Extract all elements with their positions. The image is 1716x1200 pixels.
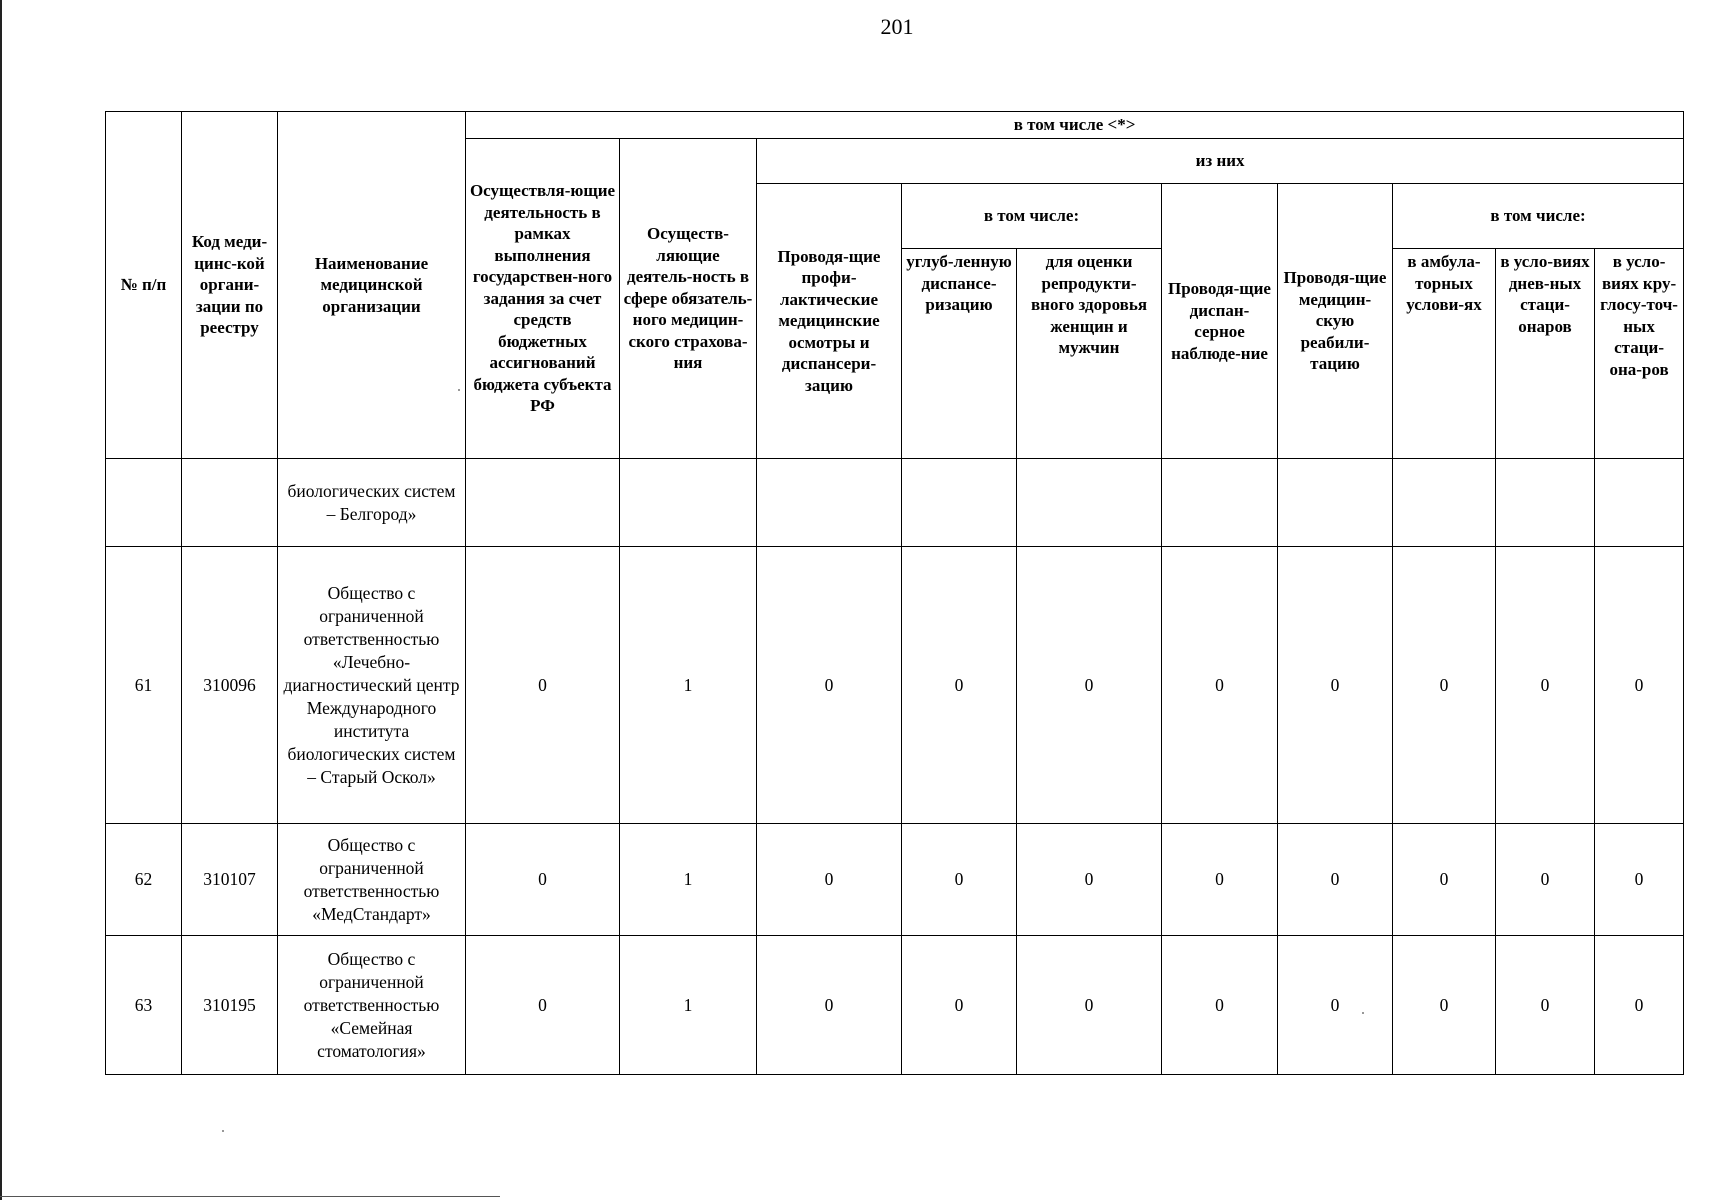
header-reproductive: для оценки репродукти-вного здоровья женщин и мужчин: [1017, 249, 1162, 459]
cell-empty: [1595, 459, 1684, 547]
cell-empty: [1278, 459, 1393, 547]
cell-empty: [1017, 459, 1162, 547]
cell-budget: 0: [466, 547, 620, 824]
cell-code: 310107: [182, 824, 278, 936]
cell-empty: [1496, 459, 1595, 547]
cell-deep-dispensary: 0: [902, 547, 1017, 824]
cell-budget: 0: [466, 824, 620, 936]
cell-oms: 1: [620, 824, 757, 936]
cell-reproductive: 0: [1017, 547, 1162, 824]
cell-ambulatory: 0: [1393, 824, 1496, 936]
page-bottom-edge: [0, 1196, 500, 1197]
header-of-them: из них: [757, 139, 1684, 184]
scan-speck: [458, 389, 460, 391]
cell-deep-dispensary: 0: [902, 936, 1017, 1075]
header-prophylactic: Проводя-щие профи-лактические медицинские осмотры и диспансери-зацию: [757, 184, 902, 459]
cell-prophylactic: 0: [757, 547, 902, 824]
cell-rehab: 0: [1278, 547, 1393, 824]
cell-round-clock: 0: [1595, 824, 1684, 936]
header-ambulatory: в амбула-торных услови-ях: [1393, 249, 1496, 459]
cell-num: 61: [106, 547, 182, 824]
header-day-hospital: в усло-виях днев-ных стаци-онаров: [1496, 249, 1595, 459]
cell-empty: [1393, 459, 1496, 547]
header-oms: Осуществ-ляющие деятель-ность в сфере обязатель-ного медицин-ского страхова-ния: [620, 139, 757, 459]
cell-org-name: биологических систем – Белгород»: [278, 459, 466, 547]
cell-ambulatory: 0: [1393, 547, 1496, 824]
organizations-table: [105, 111, 1684, 1075]
cell-prophylactic: 0: [757, 824, 902, 936]
cell-code: 310195: [182, 936, 278, 1075]
scan-speck: [222, 1130, 224, 1132]
header-rehab: Проводя-щие медицин-скую реабили-тацию: [1278, 184, 1393, 459]
cell-day-hospital: 0: [1496, 547, 1595, 824]
cell-round-clock: 0: [1595, 936, 1684, 1075]
cell-dispensary: 0: [1162, 936, 1278, 1075]
header-dispensary: Проводя-щие диспан-серное наблюде-ние: [1162, 184, 1278, 459]
cell-reproductive: 0: [1017, 936, 1162, 1075]
header-org-name: Наименование медицинской организации: [278, 112, 466, 459]
cell-empty: [902, 459, 1017, 547]
cell-empty: [466, 459, 620, 547]
table-row-continuation: [106, 459, 1684, 547]
cell-org-name: Общество с ограниченной ответственностью «Лечебно-диагностический центр Международного института биологических систем – Старый Оскол»: [278, 547, 466, 824]
cell-empty: [757, 459, 902, 547]
header-row-1: [106, 112, 1684, 139]
header-including-1: в том числе:: [902, 184, 1162, 249]
cell-rehab: 0: [1278, 824, 1393, 936]
header-round-clock: в усло-виях кру-глосу-точ-ных стаци-она-ров: [1595, 249, 1684, 459]
scan-speck: [1362, 1012, 1364, 1014]
cell-day-hospital: 0: [1496, 936, 1595, 1075]
header-including-2: в том числе:: [1393, 184, 1684, 249]
cell-num: 63: [106, 936, 182, 1075]
cell-oms: 1: [620, 936, 757, 1075]
page-number: 201: [880, 14, 914, 39]
cell-dispensary: 0: [1162, 547, 1278, 824]
cell-empty: [620, 459, 757, 547]
cell-num: 62: [106, 824, 182, 936]
header-deep-dispensary: углуб-ленную диспансе-ризацию: [902, 249, 1017, 459]
cell-budget: 0: [466, 936, 620, 1075]
cell-reproductive: 0: [1017, 824, 1162, 936]
cell-deep-dispensary: 0: [902, 824, 1017, 936]
cell-org-name: Общество с ограниченной ответственностью «МедСтандарт»: [278, 824, 466, 936]
header-including-group: в том числе <*>: [466, 112, 1684, 139]
header-budget: Осуществля-ющие деятельность в рамках выполнения государствен-ного задания за счет средств бюджетных ассигнований бюджета субъекта РФ: [466, 139, 620, 459]
cell-prophylactic: 0: [757, 936, 902, 1075]
table-row: [106, 936, 1684, 1075]
cell-empty: [1162, 459, 1278, 547]
cell-org-name: Общество с ограниченной ответственностью «Семейная стоматология»: [278, 936, 466, 1075]
page-left-edge: [0, 0, 2, 1200]
table-row: [106, 547, 1684, 824]
cell-code: 310096: [182, 547, 278, 824]
cell-round-clock: 0: [1595, 547, 1684, 824]
header-num: № п/п: [106, 112, 182, 459]
header-code: Код меди-цинс-кой органи-зации по реестру: [182, 112, 278, 459]
cell-code: [182, 459, 278, 547]
cell-rehab: 0: [1278, 936, 1393, 1075]
cell-num: [106, 459, 182, 547]
cell-dispensary: 0: [1162, 824, 1278, 936]
table-row: [106, 824, 1684, 936]
cell-ambulatory: 0: [1393, 936, 1496, 1075]
cell-day-hospital: 0: [1496, 824, 1595, 936]
cell-oms: 1: [620, 547, 757, 824]
